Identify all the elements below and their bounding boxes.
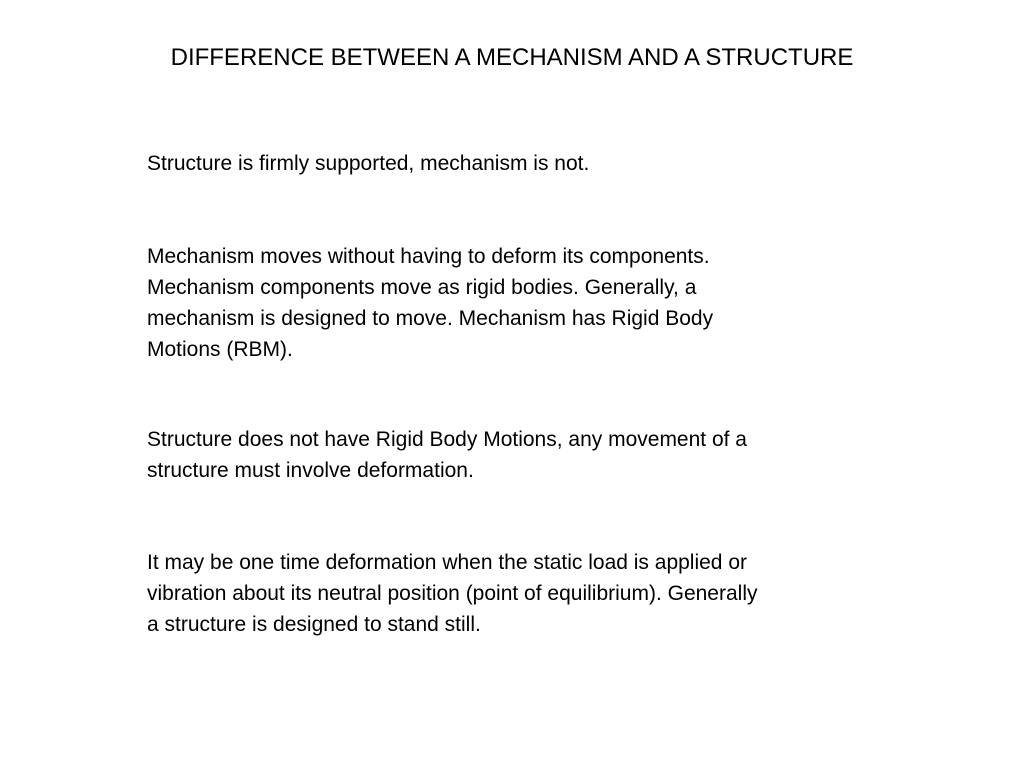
paragraph-supported [147, 148, 907, 179]
paragraph-line: vibration about its neutral position (point of equilibrium). Generally [147, 582, 758, 605]
paragraph-line: Mechanism components move as rigid bodies. Generally, a [147, 276, 697, 299]
paragraph-line: Motions (RBM). [147, 338, 293, 361]
paragraph-deformation [147, 547, 907, 640]
paragraph-line: It may be one time deformation when the static load is applied or [147, 551, 747, 574]
paragraph-structure-rbm [147, 424, 907, 486]
slide-title: DIFFERENCE BETWEEN A MECHANISM AND A STRUCTURE [170, 44, 854, 71]
paragraph-mechanism-moves [147, 241, 907, 365]
paragraph-line: a structure is designed to stand still. [147, 613, 481, 636]
paragraph-line: Structure is firmly supported, mechanism is not. [147, 152, 590, 175]
paragraph-line: Mechanism moves without having to deform its components. [147, 245, 710, 268]
paragraph-line: mechanism is designed to move. Mechanism has Rigid Body [147, 307, 714, 330]
paragraph-line: structure must involve deformation. [147, 459, 474, 482]
paragraph-line: Structure does not have Rigid Body Motions, any movement of a [147, 428, 747, 451]
